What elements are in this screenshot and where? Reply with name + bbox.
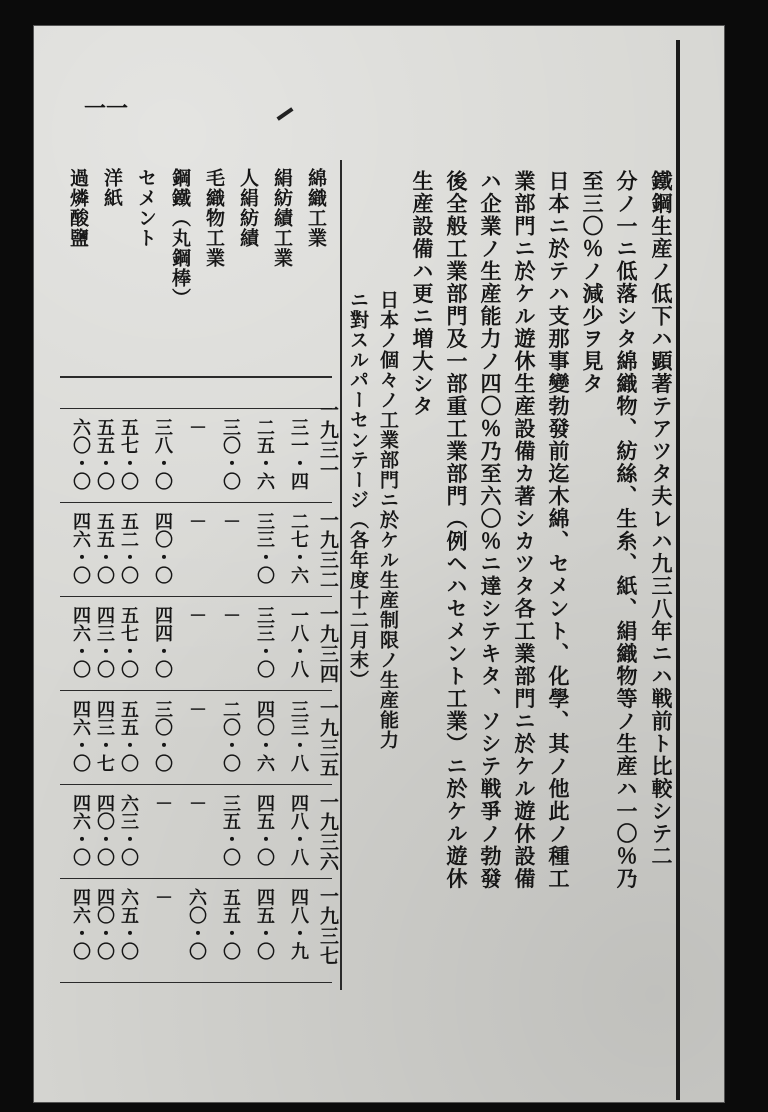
table-col-rule-3 — [60, 690, 332, 691]
table-col-rule-1 — [60, 502, 332, 503]
paragraph-line-7: 後全般工業部門及一部重工業部門（例ヘハセメント工業）ニ於ケル遊休 — [444, 170, 469, 890]
paragraph-line-4: 日本ニ於テハ支那事變勃發前迄木綿、セメント、化學、其ノ他此ノ種工 — [546, 170, 571, 890]
table-cell: 四六・〇 — [70, 700, 91, 772]
table-cell: － — [152, 888, 173, 906]
table-cell: 二〇・〇 — [220, 700, 241, 772]
row-label: 過燐酸鹽 — [67, 168, 89, 248]
row-label: 絹紡績工業 — [271, 168, 293, 268]
row-label: セメント — [135, 168, 157, 248]
year-header: 一九三二 — [317, 510, 339, 590]
table-cell: 三〇・〇 — [220, 418, 241, 490]
year-header: 一九三七 — [317, 886, 339, 966]
paragraph-line-8: 生産設備ハ更ニ増大シタ — [410, 170, 435, 418]
page-number: 一一 — [84, 97, 129, 122]
paragraph-line-3: 至三〇％ノ減少ヲ見タ — [580, 170, 605, 395]
table-cell: － — [152, 794, 173, 812]
table-cell: 二七・六 — [288, 512, 309, 584]
table-cell: － — [220, 606, 241, 624]
table-cell: 三八・〇 — [152, 418, 173, 490]
table-cell: 四〇・〇 — [94, 794, 115, 866]
table-cell: 四六・〇 — [70, 512, 91, 584]
table-cell: 四八・八 — [288, 794, 309, 866]
table-cell: 三三・八 — [288, 700, 309, 772]
table-cell: 四三・七 — [94, 700, 115, 772]
table-cell: － — [186, 606, 207, 624]
table-cell: 三三・〇 — [254, 606, 275, 678]
table-col-rule-5 — [60, 878, 332, 879]
table-cell: － — [186, 794, 207, 812]
table-cell: 四三・〇 — [94, 606, 115, 678]
table-cell: 三三・〇 — [254, 512, 275, 584]
table-cell: 五二・〇 — [118, 512, 139, 584]
table-cell: 三〇・〇 — [152, 700, 173, 772]
table-cell: 四六・〇 — [70, 888, 91, 960]
table-cell: 四六・〇 — [70, 794, 91, 866]
table-cell: － — [186, 418, 207, 436]
table-col-rule-2 — [60, 596, 332, 597]
table-cell: 五七・〇 — [118, 418, 139, 490]
table-cell: 三一・四 — [288, 418, 309, 490]
row-label: 洋紙 — [101, 168, 123, 208]
table-bottom-rule — [60, 982, 332, 983]
table-cell: － — [186, 700, 207, 718]
table-header-rule — [340, 160, 342, 990]
row-label: 毛織物工業 — [203, 168, 225, 268]
paragraph-line-5: 業部門ニ於ケル遊休生産設備カ著シカツタ各工業部門ニ於ケル遊休設備 — [512, 170, 537, 890]
table-cell: 四〇・六 — [254, 700, 275, 772]
row-label: 人絹紡績 — [237, 168, 259, 248]
table-cell: 五五・〇 — [94, 418, 115, 490]
table-cell: 四五・〇 — [254, 794, 275, 866]
table-caption-line-1: 日本ノ個々ノ工業部門ニ於ケル生産制限ノ生産能力 — [377, 290, 399, 750]
table-cell: 五五・〇 — [220, 888, 241, 960]
table-cell: 五七・〇 — [118, 606, 139, 678]
table-cell: 一八・八 — [288, 606, 309, 678]
table-col-rule-4 — [60, 784, 332, 785]
table-cell: 二五・六 — [254, 418, 275, 490]
table-cell: － — [220, 512, 241, 530]
year-header: 一九三五 — [317, 698, 339, 778]
table-cell: 四四・〇 — [152, 606, 173, 678]
table-year-rule — [60, 376, 332, 378]
table-cell: 四〇・〇 — [152, 512, 173, 584]
paragraph-line-6: ハ企業ノ生産能力ノ四〇％乃至六〇％ニ達シテキタ、ソシテ戦爭ノ勃發 — [478, 170, 503, 890]
year-header: 一九三四 — [317, 604, 339, 684]
table-cell: 五五・〇 — [94, 512, 115, 584]
row-label: 綿織工業 — [305, 168, 327, 248]
table-cell: 四八・九 — [288, 888, 309, 960]
year-header: 一九三一 — [317, 400, 339, 480]
row-label: 鋼鐵（丸鋼棒） — [169, 168, 191, 308]
table-cell: － — [186, 512, 207, 530]
table-cell: 四六・〇 — [70, 606, 91, 678]
table-cell: 四〇・〇 — [94, 888, 115, 960]
table-cell: 六〇・〇 — [70, 418, 91, 490]
table-cell: 六五・〇 — [118, 888, 139, 960]
paragraph-line-2: 分ノ一ニ低落シタ綿織物、紡絲、生糸、紙、絹織物等ノ生産ハ一〇％乃 — [614, 170, 639, 890]
paragraph-line-1: 鐵鋼生産ノ低下ハ顕著テアツタ夫レハ九三八年ニハ戦前ト比較シテ二 — [649, 170, 674, 868]
table-cell: 六三・〇 — [118, 794, 139, 866]
year-header: 一九三六 — [317, 792, 339, 872]
table-year-rule-2 — [60, 408, 332, 409]
table-caption-line-2: ニ對スルパーセンテージ（各年度十二月末） — [347, 290, 369, 690]
table-cell: 五五・〇 — [118, 700, 139, 772]
binding-edge — [676, 40, 680, 1100]
table-cell: 六〇・〇 — [186, 888, 207, 960]
table-cell: 四五・〇 — [254, 888, 275, 960]
table-cell: 三五・〇 — [220, 794, 241, 866]
